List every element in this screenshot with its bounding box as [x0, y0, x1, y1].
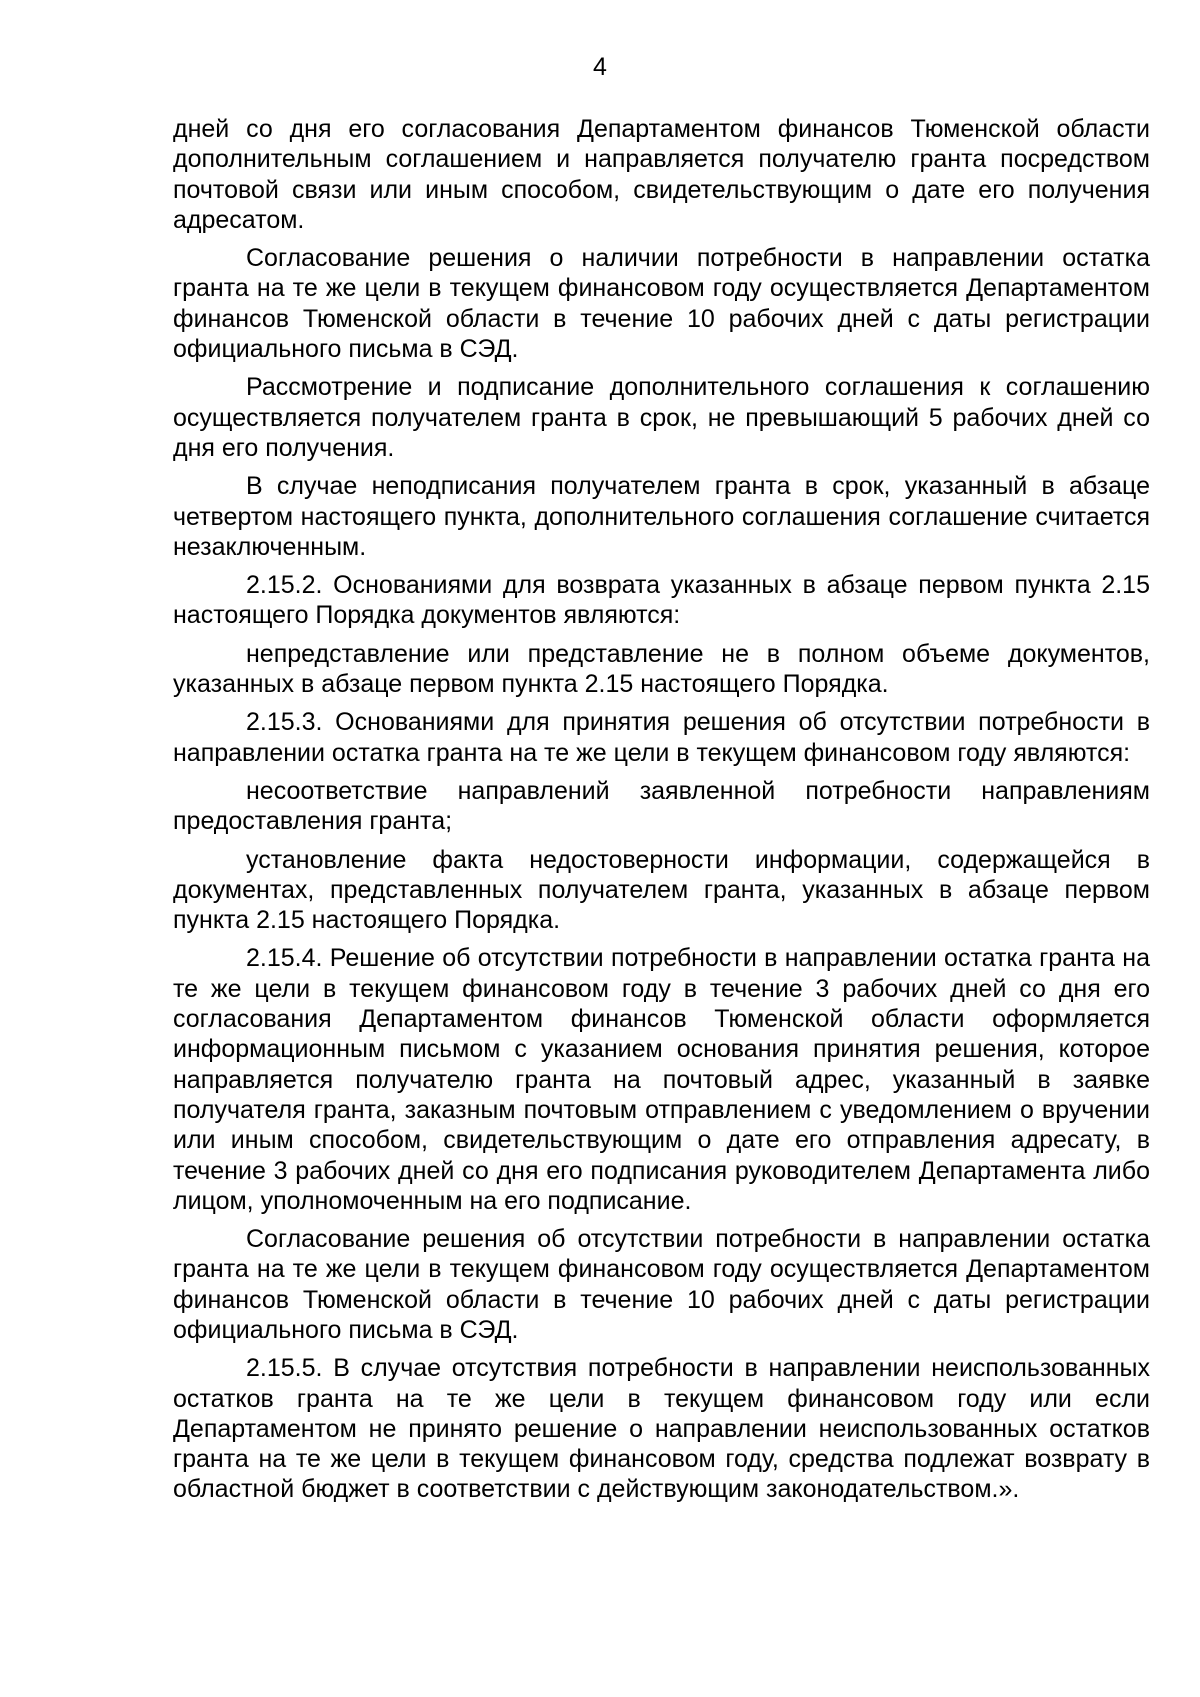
paragraph-2-15-2: 2.15.2. Основаниями для возврата указанных в абзаце первом пункта 2.15 настоящего Порядка документов являются: [173, 571, 1150, 630]
paragraph-approval-need: Согласование решения о наличии потребности в направлении остатка гранта на те же цели в текущем финансовом году осуществляется Департаментом финансов Тюменской области в течение 10 рабочих дней с даты регистрации официального письма в СЭД. [173, 244, 1150, 364]
paragraph-approval-absence: Согласование решения об отсутствии потребности в направлении остатка гранта на те же цели в текущем финансовом году осуществляется Департаментом финансов Тюменской области в течение 10 рабочих дней с даты регистрации официального письма в СЭД. [173, 1225, 1150, 1344]
paragraph-mismatch: несоответствие направлений заявленной потребности направлениям предоставления гранта; [173, 776, 1150, 836]
paragraph-non-submission: непредставление или представление не в полном объеме документов, указанных в абзаце первом пункта 2.15 настоящего Порядка. [173, 639, 1150, 699]
paragraph-2-15-5: 2.15.5. В случае отсутствия потребности в направлении неиспользованных остатков гранта на те же цели в текущем финансовом году или если Департаментом не принято решение о направлении неиспользованных остатков гранта на те же цели в текущем финансовом году, средства подлежат возврату в областной бюджет в соответствии с действующим законодательством.». [173, 1354, 1150, 1504]
page-number: 4 [593, 53, 607, 81]
paragraph-signing-term: Рассмотрение и подписание дополнительного соглашения к соглашению осуществляется получателем гранта в срок, не превышающий 5 рабочих дней со дня его получения. [173, 373, 1150, 462]
paragraph-continuation: дней со дня его согласования Департаментом финансов Тюменской области дополнительным соглашением и направляется получателю гранта посредством почтовой связи или иным способом, свидетельствующим о дате его получения адресатом. [173, 115, 1150, 234]
document-body [173, 114, 1150, 1513]
paragraph-2-15-4: 2.15.4. Решение об отсутствии потребности в направлении остатка гранта на те же цели в текущем финансовом году в течение 3 рабочих дней со дня его согласования Департаментом финансов Тюменской области оформляется информационным письмом с указанием основания принятия решения, которое направляется получателю гранта на почтовый адрес, указанный в заявке получателя гранта, заказным почтовым отправлением с уведомлением о вручении или иным способом, свидетельствующим о дате его отправления адресату, в течение 3 рабочих дней со дня его подписания руководителем Департамента либо лицом, уполномоченным на его подписание. [173, 944, 1150, 1215]
paragraph-unreliable-info: установление факта недостоверности информации, содержащейся в документах, представленных получателем гранта, указанных в абзаце первом пункта 2.15 настоящего Порядка. [173, 845, 1150, 935]
paragraph-non-signing: В случае неподписания получателем гранта в срок, указанный в абзаце четвертом настоящего пункта, дополнительного соглашения соглашение считается незаключенным. [173, 472, 1150, 561]
paragraph-2-15-3: 2.15.3. Основаниями для принятия решения об отсутствии потребности в направлении остатка гранта на те же цели в текущем финансовом году являются: [173, 708, 1150, 767]
